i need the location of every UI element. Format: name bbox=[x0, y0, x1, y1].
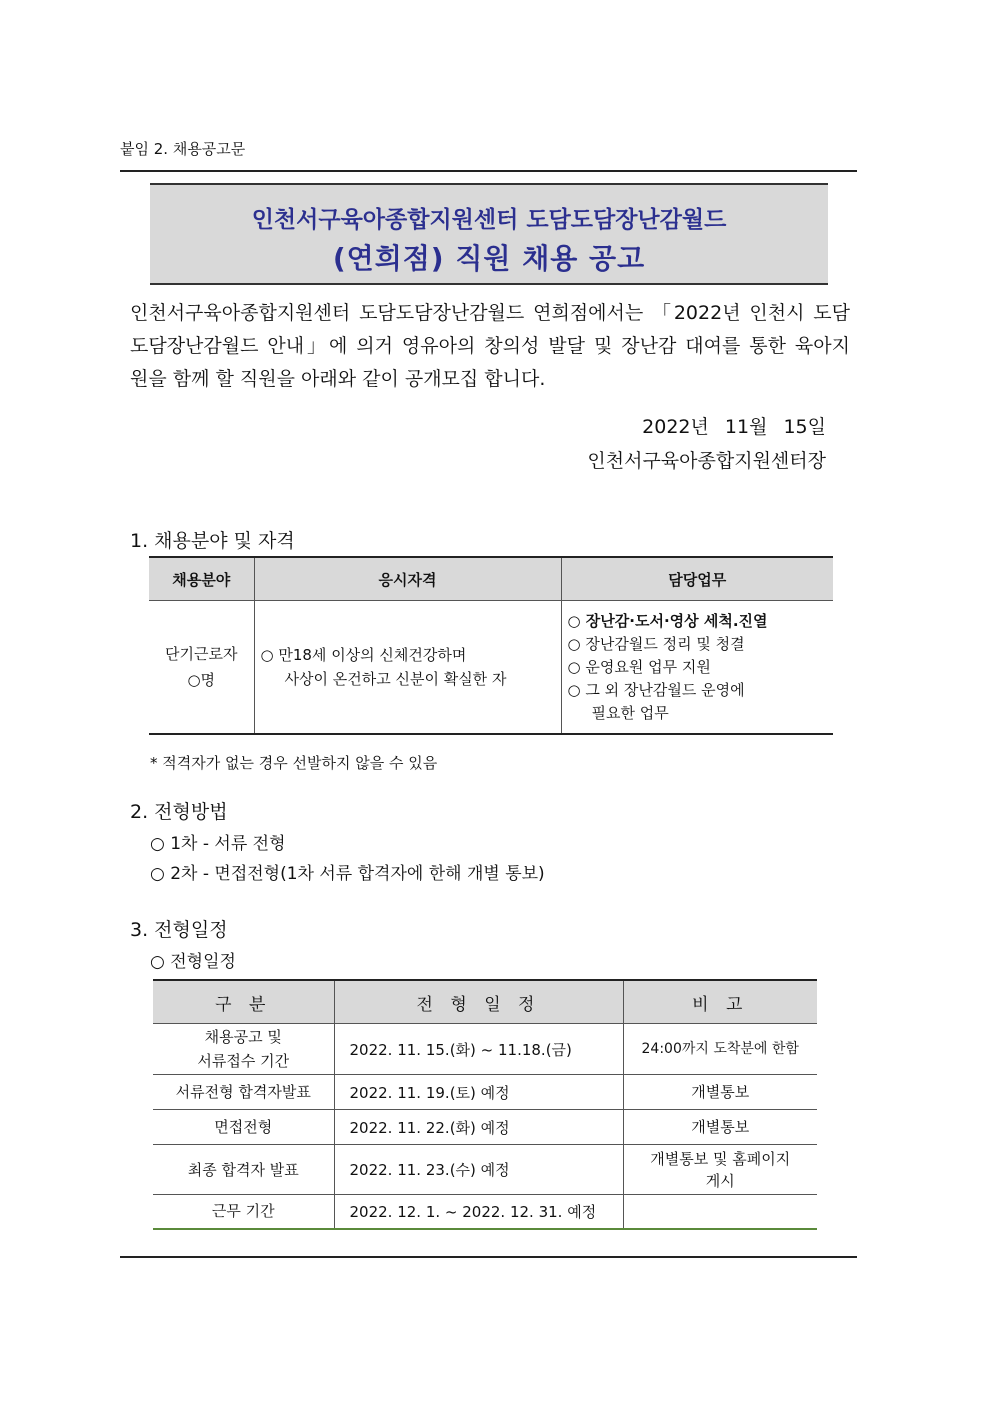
intro-line-2: 도담장난감월드 안내」에 의거 영유아의 창의성 발달 및 장난감 대여를 통한 육아지 bbox=[130, 335, 850, 357]
section-3-heading: 3. 전형일정 bbox=[130, 919, 228, 941]
section-2-heading: 2. 전형방법 bbox=[130, 801, 228, 823]
duty-line: 필요한 업무 bbox=[591, 703, 669, 722]
table-row bbox=[153, 1110, 817, 1145]
recruitment-table bbox=[149, 556, 833, 735]
remarks-line: 게시 bbox=[705, 1171, 735, 1190]
category-cell bbox=[153, 1024, 334, 1075]
top-rule bbox=[120, 170, 857, 172]
qualification-cell bbox=[254, 601, 561, 735]
schedule-cell: 2022. 11. 23.(수) 예정 bbox=[334, 1145, 623, 1195]
intro-paragraph bbox=[130, 297, 850, 396]
intro-line-1: 인천서구육아종합지원센터 도담도담장난감월드 연희점에서는 「2022년 인천시 도담 bbox=[130, 302, 850, 324]
schedule-cell: 2022. 11. 19.(토) 예정 bbox=[334, 1075, 623, 1110]
category-cell: 근무 기간 bbox=[153, 1195, 334, 1229]
section-1-heading: 1. 채용분야 및 자격 bbox=[130, 530, 295, 552]
title-box bbox=[150, 183, 828, 285]
remarks-cell: 24:00까지 도착분에 한함 bbox=[623, 1024, 817, 1075]
title-line-2: (연희점) 직원 채용 공고 bbox=[332, 242, 646, 275]
header-remarks: 비 고 bbox=[623, 980, 817, 1024]
table-header-row bbox=[153, 980, 817, 1024]
remarks-line: 개별통보 및 홈페이지 bbox=[650, 1149, 791, 1168]
qualification-line: 사상이 온건하고 신분이 확실한 자 bbox=[284, 670, 507, 688]
header-qualification: 응시자격 bbox=[254, 557, 561, 601]
header-duty: 담당업무 bbox=[561, 557, 833, 601]
duty-line: ○ 장난감·도서·영상 세척.진열 bbox=[567, 611, 768, 630]
header-category: 구 분 bbox=[153, 980, 334, 1024]
bottom-rule bbox=[120, 1256, 857, 1258]
field-count: ○명 bbox=[187, 671, 216, 689]
schedule-subheading: ○ 전형일정 bbox=[150, 952, 236, 972]
category-line: 채용공고 및 bbox=[204, 1028, 282, 1046]
duty-cell bbox=[561, 601, 833, 735]
header-schedule: 전 형 일 정 bbox=[334, 980, 623, 1024]
intro-line-3: 원을 함께 할 직원을 아래와 같이 공개모집 합니다. bbox=[130, 368, 546, 390]
table-row bbox=[153, 1145, 817, 1195]
header-field: 채용분야 bbox=[149, 557, 254, 601]
category-cell: 최종 합격자 발표 bbox=[153, 1145, 334, 1195]
remarks-cell bbox=[623, 1145, 817, 1195]
field-name: 단기근로자 bbox=[165, 645, 238, 663]
category-cell: 서류전형 합격자발표 bbox=[153, 1075, 334, 1110]
schedule-table bbox=[153, 979, 817, 1230]
schedule-cell: 2022. 12. 1. ~ 2022. 12. 31. 예정 bbox=[334, 1195, 623, 1229]
attachment-label: 붙임 2. 채용공고문 bbox=[120, 140, 246, 158]
table-row bbox=[153, 1195, 817, 1229]
table-header-row bbox=[149, 557, 833, 601]
remarks-cell: 개별통보 bbox=[623, 1075, 817, 1110]
category-line: 서류접수 기간 bbox=[197, 1052, 290, 1070]
method-item-2: ○ 2차 - 면접전형(1차 서류 합격자에 한해 개별 통보) bbox=[150, 864, 545, 884]
schedule-cell: 2022. 11. 15.(화) ~ 11.18.(금) bbox=[334, 1024, 623, 1075]
method-item-1: ○ 1차 - 서류 전형 bbox=[150, 834, 286, 854]
duty-line: ○ 장난감월드 정리 및 청결 bbox=[567, 634, 745, 653]
field-cell bbox=[149, 601, 254, 735]
remarks-cell: 개별통보 bbox=[623, 1110, 817, 1145]
schedule-cell: 2022. 11. 22.(화) 예정 bbox=[334, 1110, 623, 1145]
table-row bbox=[149, 601, 833, 735]
notice-date: 2022년 11월 15일 bbox=[642, 416, 826, 438]
selection-note: * 적격자가 없는 경우 선발하지 않을 수 있음 bbox=[150, 754, 438, 772]
duty-line: ○ 그 외 장난감월드 운영에 bbox=[567, 680, 745, 699]
issuer: 인천서구육아종합지원센터장 bbox=[587, 450, 826, 472]
category-cell: 면접전형 bbox=[153, 1110, 334, 1145]
table-row bbox=[153, 1024, 817, 1075]
duty-line: ○ 운영요원 업무 지원 bbox=[567, 657, 711, 676]
qualification-line: ○ 만18세 이상의 신체건강하며 bbox=[260, 646, 467, 664]
table-row bbox=[153, 1075, 817, 1110]
title-line-1: 인천서구육아종합지원센터 도담도담장난감월드 bbox=[251, 207, 727, 233]
remarks-cell bbox=[623, 1195, 817, 1229]
